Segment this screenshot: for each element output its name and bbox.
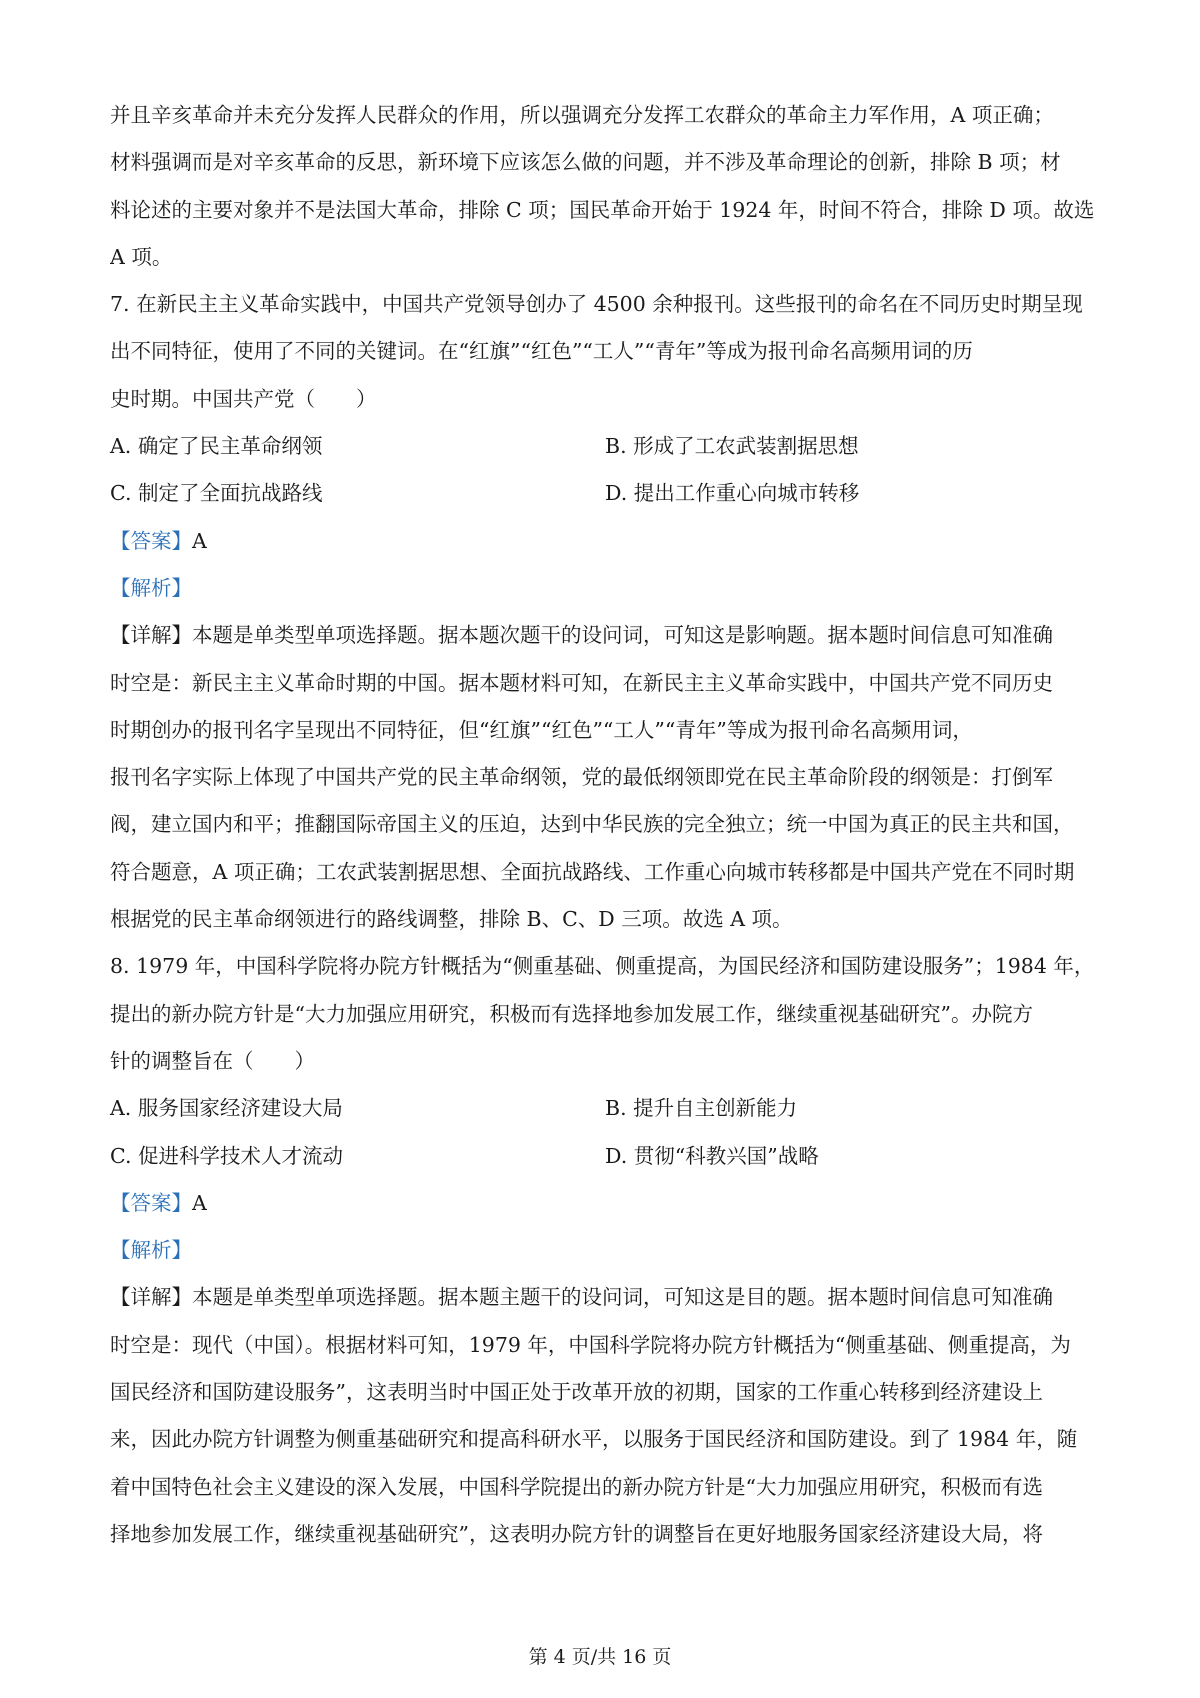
q7-detail-line: 根据党的民主革命纲领进行的路线调整，排除 B、C、D 三项。故选 A 项。	[110, 907, 793, 932]
q7-detail-line: 符合题意，A 项正确；工农武装割据思想、全面抗战路线、工作重心向城市转移都是中国共产党在不同时期	[110, 859, 1075, 884]
intro-line: 并且辛亥革命并未充分发挥人民群众的作用，所以强调充分发挥工农群众的革命主力军作用，A 项正确；	[110, 103, 1054, 127]
detail-tag: 【详解】	[110, 1285, 192, 1310]
answer-value: A	[192, 528, 207, 553]
q8-detail-line: 时空是：现代（中国）。根据材料可知，1979 年，中国科学院将办院方针概括为“侧重基础、侧重提高，为	[110, 1332, 1071, 1357]
q7-detail-line: 报刊名字实际上体现了中国共产党的民主革命纲领，党的最低纲领即党在民主革命阶段的纲领是：打倒军	[110, 765, 1053, 790]
q8-options-row-2	[110, 1133, 1100, 1180]
q7-stem-line: 史时期。中国共产党（ ）	[110, 386, 377, 411]
q8-detail-line: 来，因此办院方针调整为侧重基础研究和提高科研水平，以服务于国民经济和国防建设。到了 1984 年，随	[110, 1427, 1078, 1452]
answer-tag: 【答案】	[110, 1190, 192, 1215]
intro-line: A 项。	[110, 244, 173, 269]
q8-option-c: C. 促进科学技术人才流动	[110, 1143, 343, 1168]
q7-option-d: D. 提出工作重心向城市转移	[605, 481, 860, 506]
detail-tag: 【详解】	[110, 623, 192, 648]
q7-option-b: B. 形成了工农武装割据思想	[605, 434, 859, 459]
page-footer: 第 4 页/共 16 页	[528, 1646, 672, 1668]
analysis-tag: 【解析】	[110, 1238, 192, 1263]
q7-detail-line	[110, 612, 1100, 659]
detail-text: 本题是单类型单项选择题。据本题次题干的设问词，可知这是影响题。据本题时间信息可知准确	[192, 623, 1053, 648]
answer-value: A	[192, 1190, 207, 1215]
intro-line: 料论述的主要对象并不是法国大革命，排除 C 项；国民革命开始于 1924 年，时间不符合，排除 D 项。故选	[110, 197, 1095, 222]
intro-line: 材料强调而是对辛亥革命的反思，新环境下应该怎么做的问题，并不涉及革命理论的创新，排除 B 项；材	[110, 150, 1061, 175]
q8-detail-line: 国民经济和国防建设服务”，这表明当时中国正处于改革开放的初期，国家的工作重心转移到经济建设上	[110, 1380, 1043, 1405]
q8-detail-line: 择地参加发展工作，继续重视基础研究”，这表明办院方针的调整旨在更好地服务国家经济建设大局，将	[110, 1521, 1043, 1546]
q7-detail-line: 阀，建立国内和平；推翻国际帝国主义的压迫，达到中华民族的完全独立；统一中国为真正的民主共和国，	[110, 812, 1074, 837]
q7-option-c: C. 制定了全面抗战路线	[110, 481, 323, 506]
q7-detail-line: 时期创办的报刊名字呈现出不同特征，但“红旗”“红色”“工人”“青年”等成为报刊命名高频用词，	[110, 717, 973, 742]
q8-answer	[110, 1180, 1100, 1227]
q8-stem-line: 提出的新办院方针是“大力加强应用研究，积极而有选择地参加发展工作，继续重视基础研究”。办院方	[110, 1001, 1033, 1026]
q7-option-a: A. 确定了民主革命纲领	[110, 434, 323, 459]
q7-detail-line: 时空是：新民主主义革命时期的中国。据本题材料可知，在新民主主义革命实践中，中国共产党不同历史	[110, 670, 1053, 695]
analysis-tag: 【解析】	[110, 575, 192, 600]
q8-analysis	[110, 1227, 1100, 1274]
q8-option-d: D. 贯彻“科教兴国”战略	[605, 1143, 819, 1168]
detail-text: 本题是单类型单项选择题。据本题主题干的设问词，可知这是目的题。据本题时间信息可知准确	[192, 1285, 1053, 1310]
q7-options-row-2	[110, 470, 1100, 517]
q8-options-row-1	[110, 1085, 1100, 1132]
q7-stem-line: 出不同特征，使用了不同的关键词。在“红旗”“红色”“工人”“青年”等成为报刊命名高频用词的历	[110, 339, 973, 364]
answer-tag: 【答案】	[110, 528, 192, 553]
q8-detail-line	[110, 1274, 1100, 1321]
q8-detail-line: 着中国特色社会主义建设的深入发展，中国科学院提出的新办院方针是“大力加强应用研究，积极而有选	[110, 1474, 1043, 1499]
q7-stem-line: 7. 在新民主主义革命实践中，中国共产党领导创办了 4500 余种报刊。这些报刊的命名在不同历史时期呈现	[110, 292, 1083, 317]
page-content	[110, 92, 1100, 1558]
q8-stem-line: 针的调整旨在（ ）	[110, 1048, 315, 1073]
q8-option-b: B. 提升自主创新能力	[605, 1096, 798, 1121]
q8-option-a: A. 服务国家经济建设大局	[110, 1096, 343, 1121]
q8-stem-line: 8. 1979 年，中国科学院将办院方针概括为“侧重基础、侧重提高，为国民经济和国防建设服务”；1984 年，	[110, 954, 1095, 979]
q7-options-row-1	[110, 423, 1100, 470]
q7-answer	[110, 518, 1100, 565]
q7-analysis	[110, 565, 1100, 612]
